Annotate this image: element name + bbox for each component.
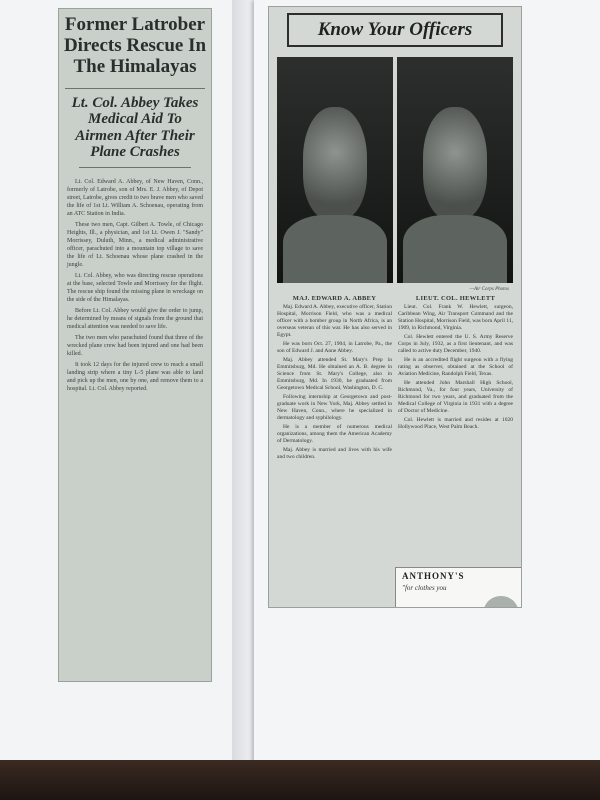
paragraph: He was born Oct. 27, 1904, in Latrobe, Pa., the son of Edward J. and Anne Abbey. — [277, 341, 392, 354]
column-heading: MAJ. EDWARD A. ABBEY — [292, 295, 377, 302]
ad-tagline: "for clothes you — [402, 584, 447, 592]
paragraph: Col. Hewlett is married and resides at 1020 Hollywood Place, West Palm Beach. — [398, 417, 513, 430]
column-hewlett — [398, 295, 513, 463]
article-body — [59, 174, 211, 400]
paragraph: Maj. Abbey is married and lives with his wife and two children. — [277, 447, 392, 460]
paragraph: He is an accredited flight surgeon with a flying rating as observer, obtained at the School of Aviation Medicine, Randolph Field, Texas. — [398, 357, 513, 377]
left-clipping — [58, 8, 212, 682]
column-abbey — [277, 295, 392, 463]
photo-credit: —Air Corps Photos — [469, 287, 509, 292]
paragraph: Following internship at Georgetown and post-graduate work in New York, Maj. Abbey settled in New Haven, Conn., where he specialized in dermatology and syphilology. — [277, 394, 392, 421]
paragraph: He attended John Marshall High School, Richmond, Va., for four years, University of Richmond for two years, and graduated from the Medical College of Virginia in 1931 with a degree of Doctor of Medicine. — [398, 380, 513, 414]
paragraph: Lt. Col. Abbey, who was directing rescue operations at the base, selected Towle and Morrissey for the flight. The rescue ship found the missing plane in wreckage on the side of the Himalayas. — [67, 272, 203, 303]
left-page — [0, 0, 232, 765]
paragraph: He is a member of numerous medical organizations, among them the American Academy of Dermatology. — [277, 424, 392, 444]
ad-brand: ANTHONY'S — [402, 571, 465, 581]
photo-abbey — [277, 57, 393, 283]
headline: Former Latrober Directs Rescue In The Himalayas — [63, 14, 207, 77]
column-banner: Know Your Officers — [287, 13, 503, 47]
paragraph: The two men who parachuted found that three of the wrecked plane crew had been injured and one had been killed. — [67, 334, 203, 357]
paragraph: It took 12 days for the injured crew to reach a small landing strip where a tiny L-5 plane was able to land and pick up the men, one by one, and remove them to a hospital. Lt. Col. Abbey reported. — [67, 361, 203, 392]
officer-photos — [277, 57, 513, 283]
photo-hewlett — [397, 57, 513, 283]
portrait-uniform — [283, 215, 387, 283]
paragraph: These two men, Capt. Gilbert A. Towle, of Chicago Heights, Ill., a physician, and 1st Lt. Owen J. "Sandy" Morrissey, Duluth, Minn., a medical administrative officer, parachuted into a mountain top village to save the life of Lt. Schoenau whose plane crashed in the jungle. — [67, 221, 203, 268]
paragraph: Lt. Col. Edward A. Abbey, of New Haven, Conn., formerly of Latrobe, son of Mrs. E. J. Abbey, of Depot street, Latrobe, gives credit to two brave men who saved the life of 1st Lt. William A. Schoenau, operating from an ATC Station in India. — [67, 178, 203, 217]
paragraph: Before Lt. Col. Abbey would give the order to jump, he determined by means of signals from the ground that medical attention was needed to save life. — [67, 307, 203, 330]
paragraph: Lieut. Col. Frank W. Hewlett, surgeon, Caribbean Wing, Air Transport Command and the Station Hospital, Morrison Field, was born April 11, 1909, in Richmond, Virginia. — [398, 304, 513, 331]
table-edge — [0, 760, 600, 800]
ad-model-photo — [484, 596, 518, 608]
portrait-head — [303, 107, 368, 220]
anthonys-ad — [395, 567, 522, 608]
paragraph: Col. Hewlett entered the U. S. Army Reserve Corps in July, 1932, as a first lieutenant, and was called to active duty December, 1940. — [398, 334, 513, 354]
article-columns — [277, 295, 513, 463]
portrait-uniform — [403, 215, 507, 283]
right-clipping — [268, 6, 522, 608]
column-heading: LIEUT. COL. HEWLETT — [415, 295, 496, 302]
divider — [79, 167, 191, 168]
paragraph: Maj. Abbey attended St. Mary's Prep in Emmitsburg, Md. He obtained an A. B. degree in Science from St. Mary's College, also in Emmitsburg, Md. In 1930, he graduated from Georgetown Medical School, Washington, D. C. — [277, 357, 392, 391]
portrait-head — [423, 107, 488, 220]
page-fold — [232, 0, 254, 770]
paragraph: Maj. Edward A. Abbey, executive officer, Station Hospital, Morrison Field, who was a medical officer with a bomber group in North Africa, is an overseas veteran of this war. He has also served in Egypt. — [277, 304, 392, 338]
subheadline: Lt. Col. Abbey Takes Medical Aid To Airmen After Their Plane Crashes — [65, 88, 205, 161]
